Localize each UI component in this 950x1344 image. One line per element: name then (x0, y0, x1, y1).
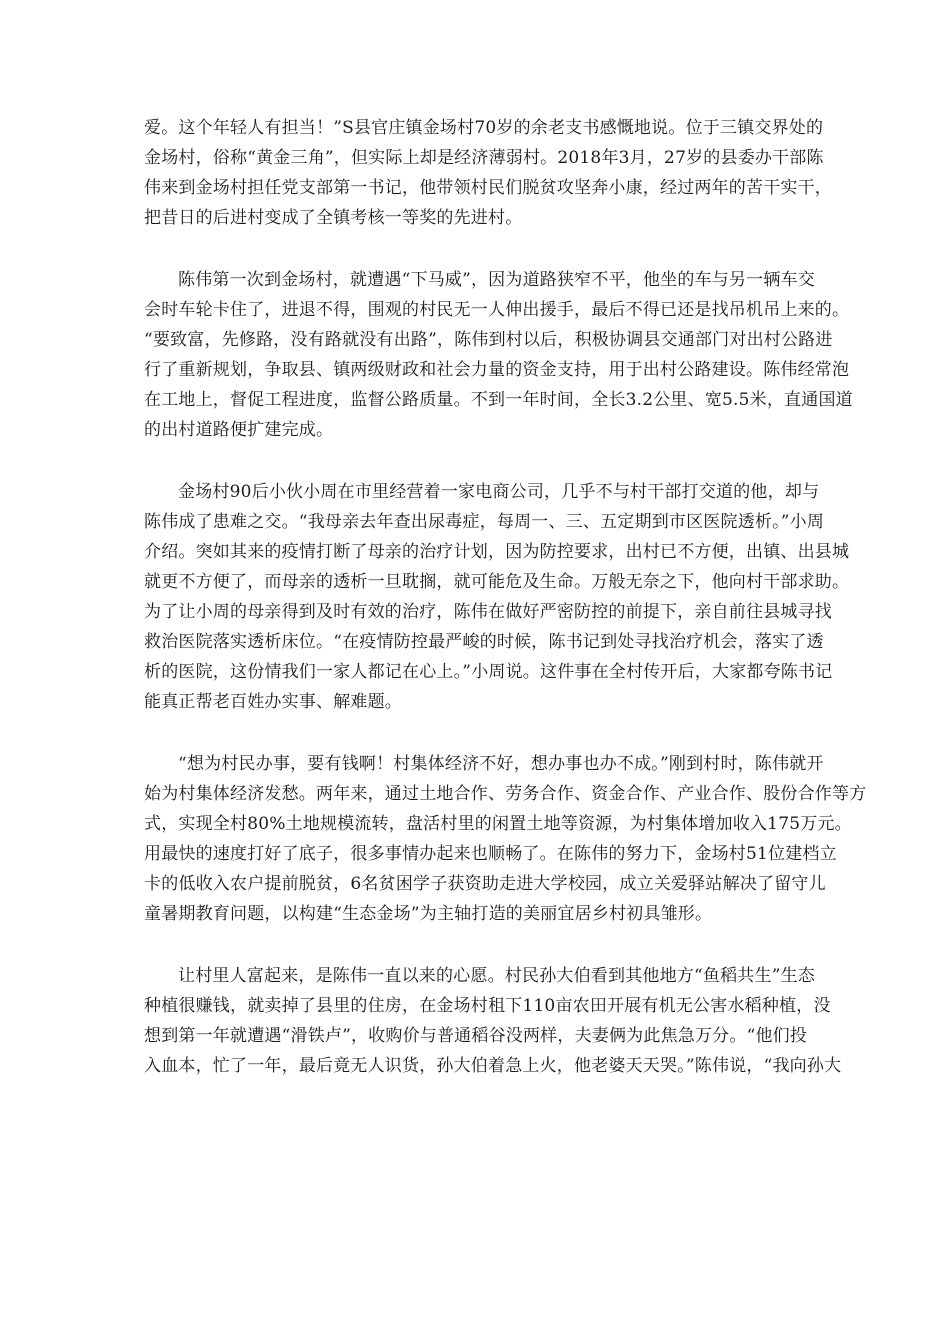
text-line: 童暑期教育问题，以构建“生态金场”为主轴打造的美丽宜居乡村初具雏形。 (144, 904, 713, 924)
text-line: 为了让小周的母亲得到及时有效的治疗，陈伟在做好严密防控的前提下，亲自前往县城寻找 (144, 602, 832, 622)
paragraph-2 (144, 265, 853, 445)
text-line: 伟来到金场村担任党支部第一书记，他带领村民们脱贫攻坚奔小康，经过两年的苦干实干， (144, 178, 832, 198)
text-line: 析的医院，这份情我们一家人都记在心上。”小周说。这件事在全村传开后，大家都夸陈书记 (144, 662, 833, 682)
text-line: 陈伟第一次到金场村，就遭遇“下马威”，因为道路狭窄不平，他坐的车与另一辆车交 (178, 270, 815, 290)
text-line: 入血本，忙了一年，最后竟无人识货，孙大伯着急上火，他老婆天天哭。”陈伟说，“我向孙大 (144, 1056, 842, 1076)
text-line: 卡的低收入农户提前脱贫，6名贫困学子获资助走进大学校园，成立关爱驿站解决了留守儿 (144, 874, 826, 894)
text-line: 金场村，俗称“黄金三角”，但实际上却是经济薄弱村。2018年3月，27岁的县委办干部陈 (144, 148, 824, 168)
article-body (144, 113, 867, 1113)
paragraph-3 (144, 477, 850, 717)
text-line: 会时车轮卡住了，进退不得，围观的村民无一人伸出援手，最后不得已还是找吊机吊上来的。 (144, 300, 850, 320)
text-line: 就更不方便了，而母亲的透析一旦耽搁，就可能危及生命。万般无奈之下，他向村干部求助。 (144, 572, 850, 592)
text-line: 能真正帮老百姓办实事、解难题。 (144, 692, 402, 712)
text-line: 让村里人富起来，是陈伟一直以来的心愿。村民孙大伯看到其他地方“鱼稻共生”生态 (178, 966, 815, 986)
text-line: 想到第一年就遭遇“滑铁卢”，收购价与普通稻谷没两样，夫妻俩为此焦急万分。“他们投 (144, 1026, 808, 1046)
text-line: 介绍。突如其来的疫情打断了母亲的治疗计划，因为防控要求，出村已不方便，出镇、出县城 (144, 542, 850, 562)
text-line: 在工地上，督促工程进度，监督公路质量。不到一年时间，全长3.2公里、宽5.5米，直通国道 (144, 390, 853, 410)
paragraph-5 (144, 961, 842, 1081)
text-line: 陈伟成了患难之交。“我母亲去年查出尿毒症，每周一、三、五定期到市区医院透析。”小周 (144, 512, 825, 532)
text-line: 金场村90后小伙小周在市里经营着一家电商公司，几乎不与村干部打交道的他，却与 (178, 482, 820, 502)
text-line: 的出村道路便扩建完成。 (144, 420, 334, 440)
text-line: 救治医院落实透析床位。“在疫情防控最严峻的时候，陈书记到处寻找治疗机会，落实了透 (144, 632, 824, 652)
paragraph-1 (144, 113, 832, 233)
paragraph-4 (144, 749, 867, 929)
text-line: 种植很赚钱，就卖掉了县里的住房，在金场村租下110亩农田开展有机无公害水稻种植，没 (144, 996, 831, 1016)
text-line: 始为村集体经济发愁。两年来，通过土地合作、劳务合作、资金合作、产业合作、股份合作等方 (144, 784, 867, 804)
text-line: “要致富，先修路，没有路就没有出路”，陈伟到村以后，积极协调县交通部门对出村公路进 (144, 330, 833, 350)
text-line: 把昔日的后进村变成了全镇考核一等奖的先进村。 (144, 208, 523, 228)
text-line: 式，实现全村80%土地规模流转，盘活村里的闲置土地等资源，为村集体增加收入175万元。 (144, 814, 852, 834)
text-line: 行了重新规划，争取县、镇两级财政和社会力量的资金支持，用于出村公路建设。陈伟经常泡 (144, 360, 850, 380)
text-line: “想为村民办事，要有钱啊！村集体经济不好，想办事也办不成。”刚到村时，陈伟就开 (178, 754, 824, 774)
text-line: 用最快的速度打好了底子，很多事情办起来也顺畅了。在陈伟的努力下，金场村51位建档立 (144, 844, 837, 864)
text-line: 爱。这个年轻人有担当！”S县官庄镇金场村70岁的余老支书感慨地说。位于三镇交界处的 (144, 118, 824, 138)
